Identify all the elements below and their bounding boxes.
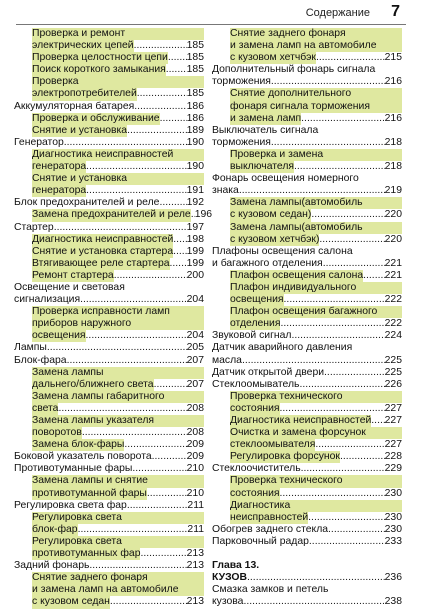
toc-entry-text: Лампы — [14, 342, 47, 354]
toc-entry[interactable] — [212, 149, 402, 173]
toc-entry-text: сигнализация — [14, 294, 81, 306]
toc-entry-text: Регулировка света — [32, 512, 204, 524]
toc-entry-text: Задний фонарь — [14, 560, 90, 572]
toc-page-number: 211 — [187, 523, 204, 535]
leader-dots — [363, 270, 385, 282]
toc-page-number: 238 — [384, 596, 402, 608]
toc-entry[interactable] — [14, 246, 204, 258]
toc-page-number: 215 — [384, 52, 402, 64]
toc-entry[interactable] — [14, 234, 204, 246]
toc-entry[interactable] — [212, 88, 402, 124]
toc-entry-text: Противотуманные фары — [14, 463, 133, 475]
toc-page-number: 209 — [186, 439, 204, 451]
toc-page-number: 199 — [186, 245, 204, 257]
chapter-gap — [212, 548, 402, 560]
chapter-title: КУЗОВ — [212, 572, 248, 584]
toc-right-column — [212, 28, 402, 608]
leader-dots — [147, 488, 187, 500]
toc-entry[interactable] — [14, 367, 204, 391]
toc-entry-text: Регулировка форсунок — [230, 451, 340, 463]
toc-entry-text: Замена предохранителей и реле — [32, 209, 191, 221]
toc-page-number: 185 — [186, 88, 204, 100]
toc-entry-text: состояния — [230, 402, 280, 414]
toc-entry[interactable] — [212, 451, 402, 463]
toc-entry[interactable] — [212, 270, 402, 282]
toc-entry-text: Регулировка света — [32, 536, 204, 548]
toc-entry-text: отделения — [230, 318, 281, 330]
toc-page-number: 199 — [186, 257, 204, 269]
toc-entry-text: Дополнительный фонарь сигнала — [212, 64, 376, 76]
toc-page-number: 218 — [384, 161, 402, 173]
toc-page-number: 230 — [384, 487, 402, 499]
toc-entry-text: и замена ламп — [230, 112, 302, 124]
toc-page-number: 204 — [186, 330, 204, 342]
toc-entry-text: Фонарь освещения номерного — [212, 173, 359, 185]
toc-entry-text: Диагностика неисправностей — [32, 149, 204, 161]
toc-entry-text: электрических цепей — [32, 40, 134, 52]
toc-entry[interactable] — [212, 173, 402, 197]
toc-entry-text: Датчик открытой двери — [212, 366, 325, 378]
toc-entry[interactable] — [14, 306, 204, 342]
toc-page-number: 218 — [384, 136, 402, 148]
toc-page-number: 190 — [186, 136, 204, 148]
leader-dots — [132, 463, 186, 475]
leader-dots — [371, 415, 384, 427]
toc-page-number: 190 — [186, 161, 204, 173]
toc-entry[interactable] — [14, 391, 204, 415]
leader-dots — [311, 209, 384, 221]
chapter-title-entry[interactable] — [212, 572, 402, 584]
toc-entry-text: Проверка и обслуживание — [32, 112, 160, 124]
toc-entry-text: и замена ламп на автомобиле — [32, 584, 204, 596]
leader-dots — [291, 330, 384, 342]
leader-dots — [316, 52, 385, 64]
toc-page-number: 227 — [384, 415, 402, 426]
toc-entry-text: Выключатель сигнала — [212, 124, 319, 136]
toc-page-number: 185 — [186, 40, 204, 52]
leader-dots — [127, 125, 187, 137]
toc-page-number: 211 — [187, 499, 204, 511]
toc-entry-text: Проверка и ремонт — [32, 28, 204, 40]
leader-dots — [154, 379, 187, 391]
toc-entry-text: с кузовом хетчбэк — [230, 52, 316, 64]
leader-dots — [134, 101, 186, 113]
toc-entry-text: Звуковой сигнал — [212, 330, 292, 342]
toc-entry-text: Проверка технического — [230, 391, 402, 403]
toc-entry[interactable] — [14, 113, 204, 125]
chapter-title-page: 236 — [384, 572, 402, 584]
toc-entry-text: блок-фар — [32, 523, 78, 535]
leader-dots — [340, 451, 385, 463]
toc-page-number: 197 — [186, 221, 204, 233]
toc-page-number: 221 — [384, 269, 402, 281]
toc-entry-text: Проверка исправности ламп — [32, 306, 204, 318]
toc-page-number: 210 — [186, 463, 204, 475]
page-header — [0, 0, 422, 26]
leader-dots — [47, 342, 187, 354]
toc-page-number: 224 — [384, 330, 402, 342]
toc-page-number: 208 — [186, 427, 204, 439]
toc-entry[interactable] — [212, 427, 402, 451]
toc-entry[interactable] — [212, 475, 402, 499]
leader-dots — [308, 512, 384, 524]
toc-page-number: 227 — [384, 402, 402, 414]
leader-dots — [243, 596, 384, 608]
leader-dots — [54, 222, 187, 234]
toc-page-number: 191 — [186, 185, 204, 197]
toc-entry-text: стеклоомывателя — [230, 439, 316, 451]
leader-dots — [173, 234, 186, 246]
toc-entry-text: Замена лампы габаритного — [32, 391, 204, 403]
leader-dots — [323, 258, 385, 270]
leader-dots — [82, 427, 187, 439]
toc-entry[interactable] — [212, 463, 402, 475]
toc-entry[interactable] — [14, 500, 204, 512]
leader-dots — [242, 355, 385, 367]
toc-entry-text: торможения — [212, 136, 271, 148]
toc-entry-text: и багажного отделения — [212, 257, 323, 269]
leader-dots — [127, 500, 188, 512]
leader-dots — [86, 185, 186, 197]
leader-dots — [284, 294, 385, 306]
toc-entry-text: состояния — [230, 487, 280, 499]
toc-entry[interactable] — [212, 342, 402, 366]
toc-entry-text: с кузовом хетчбэк) — [230, 233, 320, 245]
toc-entry[interactable] — [212, 367, 402, 379]
toc-entry-text: неисправностей — [230, 511, 309, 523]
toc-entry-text: Диагностика неисправностей — [32, 233, 174, 245]
leader-dots — [247, 572, 385, 584]
toc-entry-text: Аккумуляторная батарея — [14, 100, 135, 112]
toc-entry-text: Замена лампы(автомобиль — [230, 222, 402, 234]
leader-dots — [160, 113, 187, 125]
leader-dots — [152, 451, 187, 463]
leader-dots — [271, 76, 385, 88]
toc-page-number: 220 — [384, 209, 402, 221]
toc-entry-text: Стеклоомыватель — [212, 378, 300, 390]
leader-dots — [271, 137, 385, 149]
leader-dots — [309, 536, 385, 548]
toc-entry[interactable] — [14, 197, 204, 209]
toc-entry-text: с кузовом седан) — [230, 209, 312, 221]
toc-entry[interactable] — [14, 536, 204, 560]
toc-entry[interactable] — [14, 209, 213, 221]
toc-entry-text: Боковой указатель поворота — [14, 451, 152, 463]
toc-entry-text: Стартер — [14, 221, 54, 233]
toc-page-number: 222 — [384, 318, 402, 330]
leader-dots — [140, 548, 186, 560]
toc-entry[interactable] — [212, 391, 402, 415]
leader-dots — [324, 367, 385, 379]
toc-entry[interactable] — [212, 197, 402, 221]
leader-dots — [319, 234, 384, 246]
toc-entry-text: дальнего/ближнего света — [32, 378, 154, 390]
chapter-items — [212, 584, 402, 608]
leader-dots — [159, 197, 186, 209]
toc-entry-text: Снятие и установка — [32, 173, 204, 185]
section-title: Содержание — [305, 7, 370, 19]
leader-dots — [280, 403, 385, 415]
leader-dots — [280, 488, 385, 500]
leader-dots — [134, 40, 187, 52]
toc-entry-text: Поиск короткого замыкания — [32, 64, 166, 76]
toc-page-number: 186 — [186, 100, 204, 112]
toc-entry-text: Проверка — [32, 76, 204, 88]
toc-entry-text: Замена лампы(автомобиль — [230, 197, 402, 209]
leader-dots — [110, 596, 187, 608]
toc-entry-text: противотуманной фары — [32, 487, 147, 499]
leader-dots — [80, 294, 187, 306]
toc-entry-text: Генератор — [14, 136, 64, 148]
toc-entry[interactable] — [212, 28, 402, 64]
toc-entry[interactable] — [14, 282, 204, 306]
toc-entry-text: Стеклоочиститель — [212, 463, 301, 475]
toc-entry-text: Диагностика — [230, 500, 402, 512]
toc-page-number: 226 — [384, 378, 402, 390]
toc-page-number: 230 — [384, 523, 402, 535]
toc-entry[interactable] — [14, 270, 204, 282]
toc-page-number: 210 — [186, 487, 204, 499]
toc-entry-text: Снятие дополнительного — [230, 88, 402, 100]
leader-dots — [89, 560, 186, 572]
toc-entry-text: выключателя — [230, 161, 295, 173]
toc-entry-text: света — [32, 402, 59, 414]
toc-entry[interactable] — [212, 306, 402, 330]
toc-entry-text: приборов наружного — [32, 318, 204, 330]
toc-entry[interactable] — [212, 415, 402, 427]
toc-entry[interactable] — [212, 500, 402, 524]
toc-entry[interactable] — [212, 282, 402, 306]
toc-page-number: 229 — [384, 463, 402, 475]
header-rule — [16, 24, 406, 25]
toc-entry-text: Снятие и установка стартера — [32, 245, 174, 257]
toc-entry-text: Ремонт стартера — [32, 269, 114, 281]
toc-page-number: 233 — [384, 535, 402, 547]
toc-entry[interactable] — [14, 76, 204, 100]
toc-entry-text: Плафон освещения багажного — [230, 306, 402, 318]
leader-dots — [328, 524, 385, 536]
toc-entry[interactable] — [14, 463, 204, 475]
toc-page-number: 225 — [384, 366, 402, 378]
toc-entry[interactable] — [212, 536, 402, 548]
toc-entry[interactable] — [14, 52, 204, 64]
toc-entry-text: с кузовом седан — [32, 596, 110, 608]
toc-entry-text: кузова — [212, 596, 244, 608]
toc-entry-text: Замена блок-фары — [32, 439, 125, 451]
leader-dots — [239, 185, 385, 197]
toc-page-number: 219 — [384, 185, 402, 197]
toc-entry-text: Плафоны освещения салона — [212, 245, 353, 257]
toc-entry-text: Смазка замков и петель — [212, 584, 329, 596]
toc-entry[interactable] — [14, 258, 204, 270]
toc-page-number: 208 — [186, 402, 204, 414]
toc-entry[interactable] — [14, 222, 204, 234]
toc-entry-text: торможения — [212, 76, 271, 88]
leader-dots — [294, 161, 385, 173]
toc-entry[interactable] — [14, 125, 204, 137]
toc-entry-text: Обогрев заднего стекла — [212, 523, 329, 535]
toc-page-number: 207 — [186, 378, 204, 390]
toc-page-number: 186 — [186, 112, 204, 124]
toc-page-number: 209 — [186, 451, 204, 463]
toc-left-column — [14, 28, 213, 609]
leader-dots — [170, 258, 187, 270]
leader-dots — [168, 52, 187, 64]
toc-entry[interactable] — [14, 137, 204, 149]
toc-entry[interactable] — [14, 439, 204, 451]
leader-dots — [67, 355, 187, 367]
toc-entry-text: освещения — [230, 294, 284, 306]
toc-entry-text: Плафон индивидуального — [230, 282, 402, 294]
toc-entry[interactable] — [14, 475, 204, 499]
toc-entry-text: Снятие и установка — [32, 124, 128, 136]
toc-entry-text: Проверка технического — [230, 475, 402, 487]
leader-dots — [114, 270, 187, 282]
toc-page-number: 200 — [186, 269, 204, 281]
toc-entry-text: Диагностика неисправностей — [230, 415, 372, 426]
toc-page-number: 189 — [186, 124, 204, 136]
leader-dots — [280, 318, 384, 330]
toc-entry-text: генератора — [32, 161, 87, 173]
toc-entry[interactable] — [14, 415, 204, 439]
toc-entry-text: генератора — [32, 185, 87, 197]
leader-dots — [124, 439, 186, 451]
toc-page-number: 192 — [186, 197, 204, 209]
toc-entry[interactable] — [14, 451, 204, 463]
toc-page-number: 213 — [186, 560, 204, 572]
toc-entry[interactable] — [212, 125, 402, 149]
toc-page-number: 220 — [384, 233, 402, 245]
toc-entry-text: Очистка и замена форсунок — [230, 427, 402, 439]
toc-page-number: 227 — [384, 439, 402, 451]
toc-entry-text: Датчик аварийного давления — [212, 342, 353, 354]
toc-page-number: 198 — [186, 233, 204, 245]
toc-page-number: 230 — [384, 511, 402, 523]
toc-entry-text: Блок-фара — [14, 354, 67, 366]
toc-entry-text: Проверка целостности цепи — [32, 52, 168, 64]
toc-entry-text: Парковочный радар — [212, 535, 309, 547]
leader-dots — [64, 137, 187, 149]
toc-page-number: 225 — [384, 354, 402, 366]
toc-page-number: 228 — [384, 451, 402, 463]
chapter-label: Глава 13. — [212, 560, 260, 572]
toc-entry-text: Замена лампы — [32, 367, 204, 379]
toc-entry[interactable] — [14, 64, 204, 76]
toc-page-number: 204 — [186, 294, 204, 306]
toc-entry[interactable] — [212, 330, 402, 342]
toc-entry[interactable] — [14, 173, 204, 197]
toc-entry-text: Снятие заднего фонаря — [230, 28, 402, 40]
toc-entry-text: электропотребителей — [32, 88, 137, 100]
leader-dots — [315, 439, 384, 451]
toc-page-number: 222 — [384, 294, 402, 306]
leader-dots — [86, 161, 186, 173]
page-number: 7 — [391, 3, 400, 20]
toc-entry-text: Освещение и световая — [14, 281, 125, 293]
toc-page-number: 185 — [186, 64, 204, 76]
toc-entry-text: Проверка и замена — [230, 149, 402, 161]
toc-entry-text: Замена лампы указателя — [32, 415, 204, 427]
toc-entry[interactable] — [212, 379, 402, 391]
leader-dots — [166, 64, 187, 76]
leader-dots — [173, 246, 187, 258]
toc-entry[interactable] — [212, 524, 402, 536]
toc-page-number: 207 — [186, 354, 204, 366]
toc-page-number: 216 — [384, 76, 402, 88]
toc-entry-text: Снятие заднего фонаря — [32, 572, 204, 584]
toc-page-number: 221 — [384, 257, 402, 269]
toc-entry[interactable] — [212, 64, 402, 88]
toc-entry-text: масла — [212, 354, 242, 366]
toc-entry[interactable] — [212, 246, 402, 270]
toc-entry[interactable] — [212, 222, 402, 246]
toc-entry[interactable] — [212, 584, 402, 608]
toc-entry-text: поворотов — [32, 427, 82, 439]
toc-entry-text: Регулировка света фар — [14, 499, 127, 511]
toc-entry-text: Плафон освещения салона — [230, 269, 364, 281]
toc-page-number: 216 — [384, 112, 402, 124]
toc-entry[interactable] — [14, 512, 204, 536]
toc-page-number: 196 — [194, 209, 213, 221]
toc-entry[interactable] — [14, 28, 204, 52]
toc-entry-text: и замена ламп на автомобиле — [230, 40, 402, 52]
toc-entry-text: Блок предохранителей и реле — [14, 197, 160, 209]
toc-page-number: 213 — [186, 548, 204, 560]
leader-dots — [299, 379, 384, 391]
toc-page-number: 205 — [186, 342, 204, 354]
leader-dots — [301, 113, 384, 125]
toc-entry-text: Замена лампы и снятие — [32, 475, 204, 487]
leader-dots — [137, 88, 187, 100]
toc-entry-text: Втягивающее реле стартера — [32, 257, 170, 269]
toc-entry-text: противотуманных фар — [32, 548, 141, 560]
toc-entry[interactable] — [14, 355, 204, 367]
toc-entry[interactable] — [14, 342, 204, 354]
toc-entry[interactable] — [14, 560, 204, 572]
leader-dots — [86, 330, 187, 342]
toc-page-number: 185 — [186, 52, 204, 64]
leader-dots — [78, 524, 188, 536]
toc-entry-text: фонаря сигнала торможения — [230, 101, 402, 113]
toc-entry-text: знака — [212, 185, 239, 197]
toc-page-number: 213 — [186, 596, 204, 608]
toc-entry[interactable] — [14, 149, 204, 173]
toc-right-entries — [212, 28, 402, 548]
toc-entry[interactable] — [14, 101, 204, 113]
toc-entry[interactable] — [14, 572, 204, 608]
leader-dots — [58, 403, 186, 415]
leader-dots — [301, 463, 385, 475]
toc-entry-text: освещения — [32, 330, 86, 342]
